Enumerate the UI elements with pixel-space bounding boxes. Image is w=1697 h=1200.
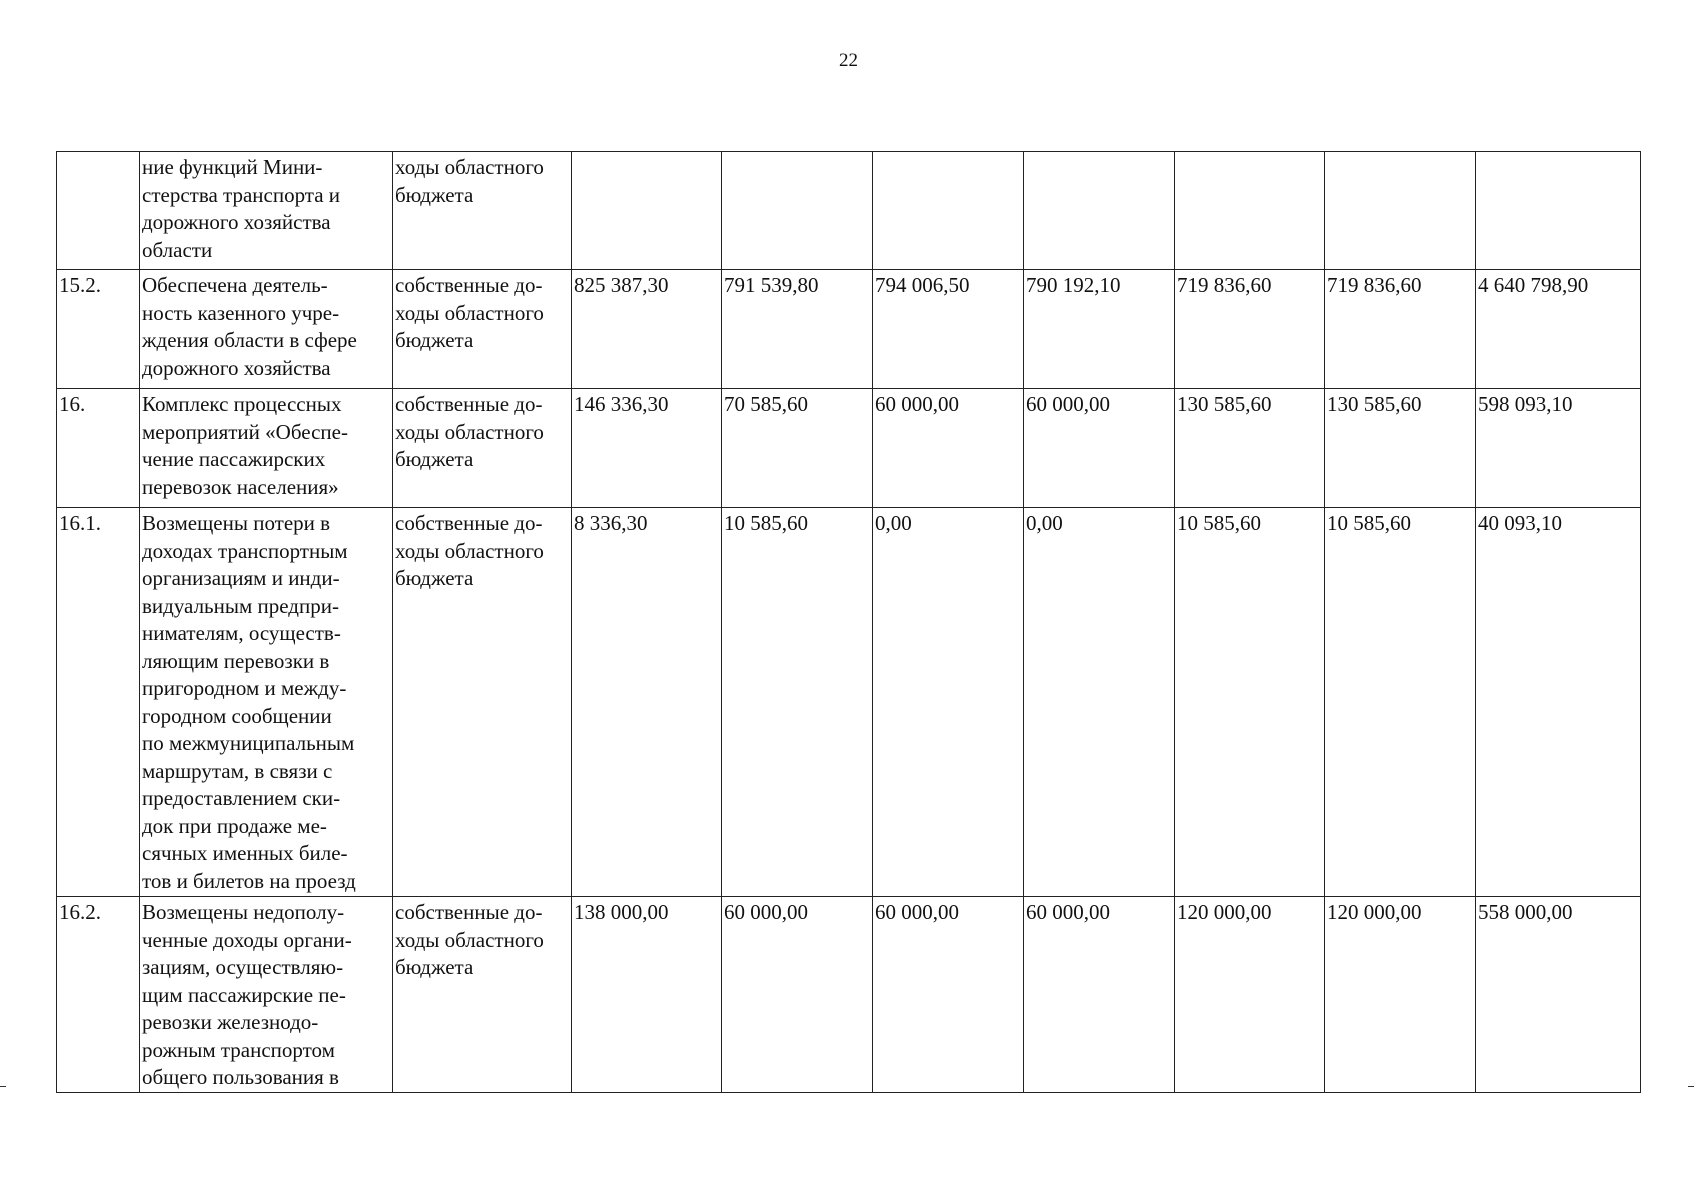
- value-cell: 60 000,00: [722, 897, 873, 1093]
- value-cell: 70 585,60: [722, 389, 873, 508]
- value-cell: 558 000,00: [1476, 897, 1641, 1093]
- value-cell: 138 000,00: [572, 897, 722, 1093]
- value-cell: 794 006,50: [873, 270, 1024, 389]
- value-cell: 0,00: [1024, 508, 1175, 897]
- value-cell: 120 000,00: [1175, 897, 1325, 1093]
- row-name-cell: Обеспечена деятель- ность казенного учре- ждения области в сфере дорожного хозяйства: [140, 270, 393, 389]
- funding-source-cell: собственные до- ходы областного бюджета: [393, 897, 572, 1093]
- row-name-cell: ние функций Мини- стерства транспорта и дорожного хозяйства области: [140, 152, 393, 270]
- value-cell: 719 836,60: [1175, 270, 1325, 389]
- budget-table: [56, 151, 1641, 1093]
- row-number-cell: [57, 152, 140, 270]
- value-cell: 146 336,30: [572, 389, 722, 508]
- value-cell: [1325, 152, 1476, 270]
- funding-source-cell: собственные до- ходы областного бюджета: [393, 270, 572, 389]
- table-row: [57, 270, 1641, 389]
- value-cell: 825 387,30: [572, 270, 722, 389]
- value-cell: 130 585,60: [1175, 389, 1325, 508]
- value-cell: [572, 152, 722, 270]
- value-cell: 791 539,80: [722, 270, 873, 389]
- page-number: 22: [839, 50, 858, 71]
- row-number-cell: 16.: [57, 389, 140, 508]
- value-cell: 130 585,60: [1325, 389, 1476, 508]
- row-number-cell: 16.2.: [57, 897, 140, 1093]
- value-cell: 10 585,60: [1175, 508, 1325, 897]
- value-cell: 0,00: [873, 508, 1024, 897]
- value-cell: [873, 152, 1024, 270]
- row-name-cell: Возмещены потери в доходах транспортным организациям и инди- видуальным предпри- нимателям, осуществ- ляющим перевозки в пригородном и между- городном сообщении по межмуниципальным маршрутам, в связи с предоставлением ски- док при продаже ме- сячных именных биле- тов и билетов на проезд: [140, 508, 393, 897]
- value-cell: 60 000,00: [1024, 897, 1175, 1093]
- row-name-cell: Комплекс процессных мероприятий «Обеспе- чение пассажирских перевозок населения»: [140, 389, 393, 508]
- value-cell: [1175, 152, 1325, 270]
- row-number-cell: 16.1.: [57, 508, 140, 897]
- value-cell: 8 336,30: [572, 508, 722, 897]
- value-cell: 790 192,10: [1024, 270, 1175, 389]
- value-cell: 40 093,10: [1476, 508, 1641, 897]
- value-cell: 120 000,00: [1325, 897, 1476, 1093]
- value-cell: [1024, 152, 1175, 270]
- scan-edge-mark-left: [0, 1086, 6, 1087]
- value-cell: 10 585,60: [1325, 508, 1476, 897]
- value-cell: 60 000,00: [1024, 389, 1175, 508]
- funding-source-cell: собственные до- ходы областного бюджета: [393, 508, 572, 897]
- value-cell: 60 000,00: [873, 389, 1024, 508]
- table-row: [57, 897, 1641, 1093]
- value-cell: 60 000,00: [873, 897, 1024, 1093]
- funding-source-cell: ходы областного бюджета: [393, 152, 572, 270]
- scan-edge-mark-right: [1688, 1086, 1694, 1087]
- value-cell: [1476, 152, 1641, 270]
- funding-source-cell: собственные до- ходы областного бюджета: [393, 389, 572, 508]
- value-cell: 719 836,60: [1325, 270, 1476, 389]
- table-row: [57, 508, 1641, 897]
- row-name-cell: Возмещены недополу- ченные доходы органи- зациям, осуществляю- щим пассажирские пе- ревозки железнодо- рожным транспортом общего пользования в: [140, 897, 393, 1093]
- value-cell: [722, 152, 873, 270]
- table-row: [57, 152, 1641, 270]
- value-cell: 10 585,60: [722, 508, 873, 897]
- row-number-cell: 15.2.: [57, 270, 140, 389]
- value-cell: 4 640 798,90: [1476, 270, 1641, 389]
- value-cell: 598 093,10: [1476, 389, 1641, 508]
- table-row: [57, 389, 1641, 508]
